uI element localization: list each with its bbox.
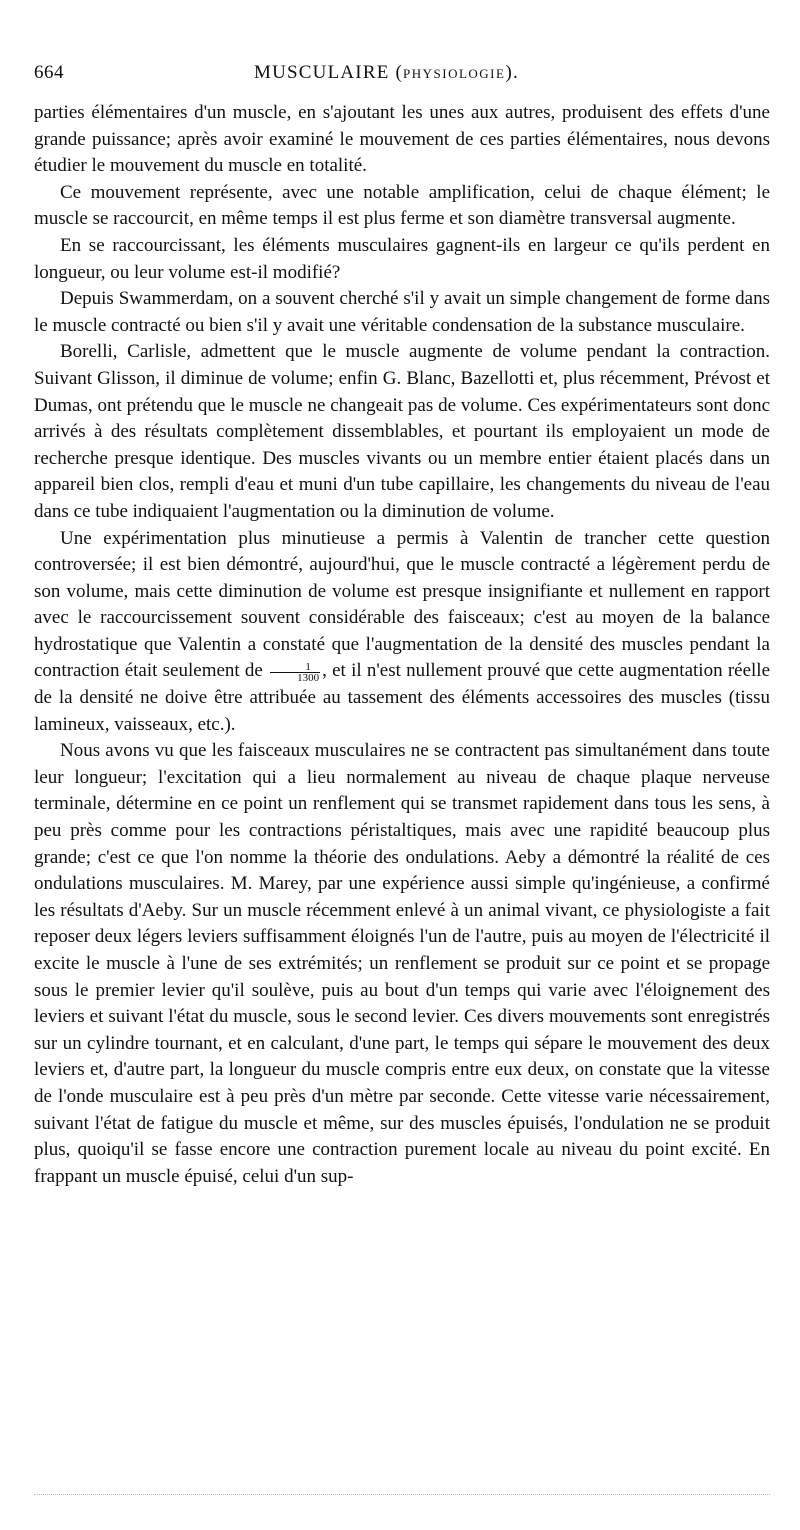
page-number: 664 <box>34 62 64 83</box>
running-title <box>254 62 519 84</box>
paragraph-swammerdam: Depuis Swammerdam, on a souvent cherché s'il y avait un simple changement de forme dans le muscle contracté ou bien s'il y avait une véritable condensation de la substance musculaire. <box>34 288 770 336</box>
paragraph-question: En se raccourcissant, les éléments musculaires gagnent-ils en largeur ce qu'ils perdent en longueur, ou leur volume est-il modifié? <box>34 234 770 283</box>
fraction-denominator: 1300 <box>297 671 320 684</box>
body-text <box>34 100 770 1190</box>
running-header <box>34 62 774 90</box>
paragraph-borelli: Borelli, Carlisle, admettent que le muscle augmente de volume pendant la contraction. Suivant Glisson, il diminue de volume; enfin G. Blanc, Bazellotti et, plus récemment, Prévost et Dumas, ont prétendu que le muscle ne changeait pas de volume. Ces expérimentateurs sont donc arrivés à des résultats complètement dissemblables, et pourtant ils employaient un mode de recherche presque identique. Des muscles vivants ou un membre entier étaient placés dans un appareil bien clos, rempli d'eau et muni d'un tube capillaire, les changements du niveau de l'eau dans ce tube indiquaient l'augmentation ou la diminution de volume. <box>34 341 770 522</box>
valentin-text-before: Une expérimentation plus minutieuse a permis à Valentin de trancher cette question controversée; il est bien démontré, aujourd'hui, que le muscle contracté a légèrement perdu de son volume, mais cette diminution de volume est presque insignifiante et nullement en rapport avec le raccourcissement souvent considérable des faisceaux; c'est au moyen de la balance hydrostatique que Valentin a constaté que l'augmentation de la densité des muscles pendant la contraction était seulement de <box>34 527 770 682</box>
density-fraction <box>270 662 320 683</box>
running-title-close: ). <box>505 62 519 83</box>
paragraph-valentin <box>34 526 770 739</box>
paragraph-mouvement: Ce mouvement représente, avec une notable amplification, celui de chaque élément; le muscle se raccourcit, en même temps il est plus ferme et son diamètre transversal augmente. <box>34 181 770 230</box>
paragraph-continuation: parties élémentaires d'un muscle, en s'ajoutant les unes aux autres, produisent des effets d'une grande puissance; après avoir examiné le mouvement de ces parties élémentaires, nous devons étudier le mouvement du muscle en totalité. <box>34 102 770 177</box>
paragraph-ondulations: Nous avons vu que les faisceaux musculaires ne se contractent pas simultanément dans toute leur longueur; l'excitation qui a lieu normalement au niveau de chaque plaque nerveuse terminale, détermine en ce point un renflement qui se transmet rapidement dans tous les sens, à peu près comme pour les contractions péristaltiques, mais avec une rapidité beaucoup plus grande; c'est ce que l'on nomme la théorie des ondulations. Aeby a démontré la réalité de ces ondulations musculaires. M. Marey, par une expérience aussi simple qu'ingénieuse, a confirmé les résultats d'Aeby. Sur un muscle récemment enlevé à un animal vivant, ce physiologiste a fait reposer deux légers leviers suffisamment éloignés l'un de l'autre, puis au moyen de l'électricité il excite le muscle à l'une de ses extrémités; un renflement se produit sur ce point et se propage sous le premier levier qu'il soulève, puis au bout d'un temps qui varie avec l'éloignement des leviers et suivant l'état du muscle, sous le second levier. Ces divers mouvements sont enregistrés sur un cylindre tournant, et en calculant, d'une part, le temps qui sépare le mouvement des deux leviers et, d'autre part, la longueur du muscle compris entre eux deux, on constate que la vitesse de l'onde musculaire est à peu près d'un mètre par seconde. Cette vitesse varie nécessairement, suivant l'état de fatigue du muscle et même, sur des muscles épuisés, l'ondulation ne se produit plus, quoiqu'il se fasse encore une contraction purement locale au niveau du point excité. En frappant un muscle épuisé, celui d'un sup- <box>34 740 770 1187</box>
running-title-subject: PHYSIOLOGIE <box>403 66 506 81</box>
valentin-text-after: , et il n'est nullement prouvé que cette augmentation réelle de la densité ne doive être attribuée au tassement des éléments accessoires des muscles (tissu lamineux, vaisseaux, etc.). <box>34 660 771 735</box>
footer-rule <box>34 1494 770 1495</box>
fraction-numerator: 1 <box>270 662 320 673</box>
running-title-main: MUSCULAIRE ( <box>254 62 403 83</box>
